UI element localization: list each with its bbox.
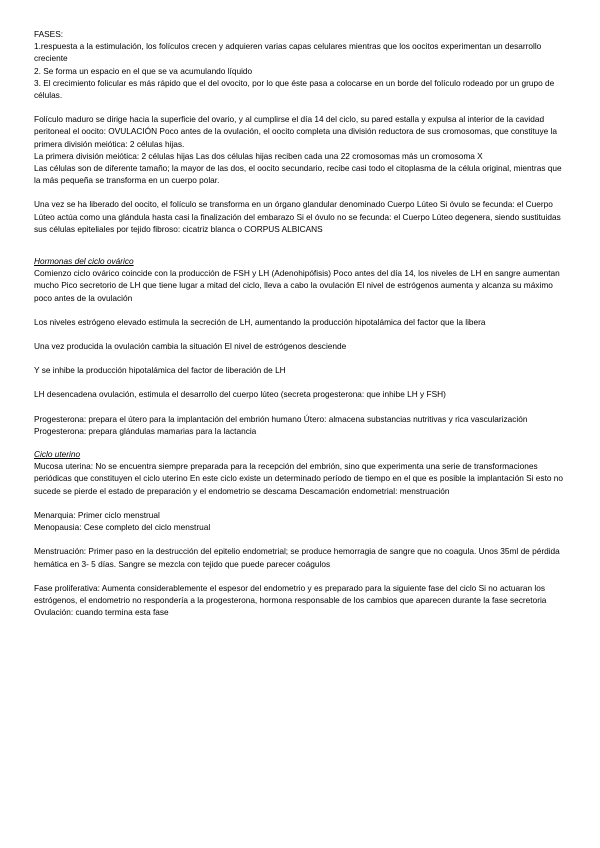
fases-section [34, 28, 570, 101]
hormonas-heading: Hormonas del ciclo ovárico [34, 256, 134, 267]
hormonas-section [34, 255, 570, 437]
fases-title: FASES: [34, 29, 64, 39]
paragraph: La primera división meiótica: 2 células hijas Las dos células hijas reciben cada una 22 cromosomas más un cromosoma X [34, 150, 483, 161]
paragraph: Folículo maduro se dirige hacia la superficie del ovario, y al cumplirse el día 14 del ciclo, su pared estalla y expulsa al interior de la cavidad peritoneal el oocito: OVULACIÓN Poco antes de la ovulación, el oocito completa una división reductora de sus cromosomas, que constituye la primera división meiótica: 2 células hijas. [34, 114, 557, 149]
paragraph: Mucosa uterina: No se encuentra siempre preparada para la recepción del embrión, sino que experimenta una serie de transformaciones periódicas que constituyen el ciclo uterino En este ciclo existe un determinado período de tiempo en el que es posible la implantación Si esto no sucede se pierde el estado de preparación y el endometrio se descama Descamación endometrial: menstruación [34, 461, 564, 496]
fase-item: 1.respuesta a la estimulación, los folículos crecen y adquieren varias capas celulares mientras que los oocitos experimentan un desarrollo creciente [34, 41, 542, 64]
ciclo-uterino-heading: Ciclo uterino [34, 449, 81, 460]
cuerpo-luteo-section [34, 198, 570, 235]
paragraph: Y se inhibe la producción hipotalámica del factor de liberación de LH [34, 365, 286, 376]
paragraph: Una vez se ha liberado del oocito, el folículo se transforma en un órgano glandular denominado Cuerpo Lúteo Si óvulo se fecunda: el Cuerpo Lúteo actúa como una glándula hasta casi la finalización del embarazo Si el óvulo no se fecunda: el Cuerpo Lúteo degenera, siendo sustituidas sus células epiteliales por tejido fibroso: cicatriz blanca o CORPUS ALBICANS [34, 199, 561, 234]
document-body [34, 28, 570, 618]
fase-item: 2. Se forma un espacio en el que se va acumulando líquido [34, 65, 253, 76]
paragraph: Menopausia: Cese completo del ciclo menstrual [34, 522, 211, 533]
paragraph: Fase proliferativa: Aumenta considerablemente el espesor del endometrio y es preparado para la siguiente fase del ciclo Si no actuaran los estrógenos, el endometrio no respondería a la progesterona, hormona responsable de los cambios que aparecen durante la fase secretoria Ovulación: cuando termina esta fase [34, 582, 547, 618]
paragraph: Comienzo ciclo ovárico coincide con la producción de FSH y LH (Adenohipófisis) Poco antes del día 14, los niveles de LH en sangre aumentan mucho Pico secretorio de LH que tiene lugar a mitad del ciclo, lleva a cabo la ovulación El nivel de estrógenos aumenta y alcanza su máximo poco antes de la ovulación [34, 268, 560, 303]
paragraph: Las células son de diferente tamaño; la mayor de las dos, el oocito secundario, recibe casi todo el citoplasma de la célula original, mientras que la más pequeña se transforma en un cuerpo polar. [34, 163, 562, 186]
ovulacion-section [34, 113, 570, 186]
fase-item: 3. El crecimiento folicular es más rápido que el del ovocito, por lo que éste pasa a colocarse en un borde del folículo rodeado por un grupo de células. [34, 77, 555, 101]
paragraph: Menarquia: Primer ciclo menstrual [34, 509, 160, 520]
ciclo-uterino-section [34, 448, 570, 618]
paragraph: Los niveles estrógeno elevado estimula la secreción de LH, aumentando la producción hipotalámica del factor que la libera [34, 316, 486, 327]
paragraph: Una vez producida la ovulación cambia la situación El nivel de estrógenos desciende [34, 341, 347, 352]
paragraph: Progesterona: prepara el útero para la implantación del embrión humano Útero: almacena substancias nutritivas y rica vascularización Progesterona: prepara glándulas mamarias para la lactancia [34, 413, 528, 436]
paragraph: Menstruación: Primer paso en la destrucción del epitelio endometrial; se produce hemorragia de sangre que no coagula. Unos 35ml de pérdida hemática en 3- 5 días. Sangre se mezcla con tejido que puede parecer coágulos [34, 546, 560, 569]
paragraph: LH desencadena ovulación, estimula el desarrollo del cuerpo lúteo (secreta progesterona: que inhibe LH y FSH) [34, 389, 446, 400]
